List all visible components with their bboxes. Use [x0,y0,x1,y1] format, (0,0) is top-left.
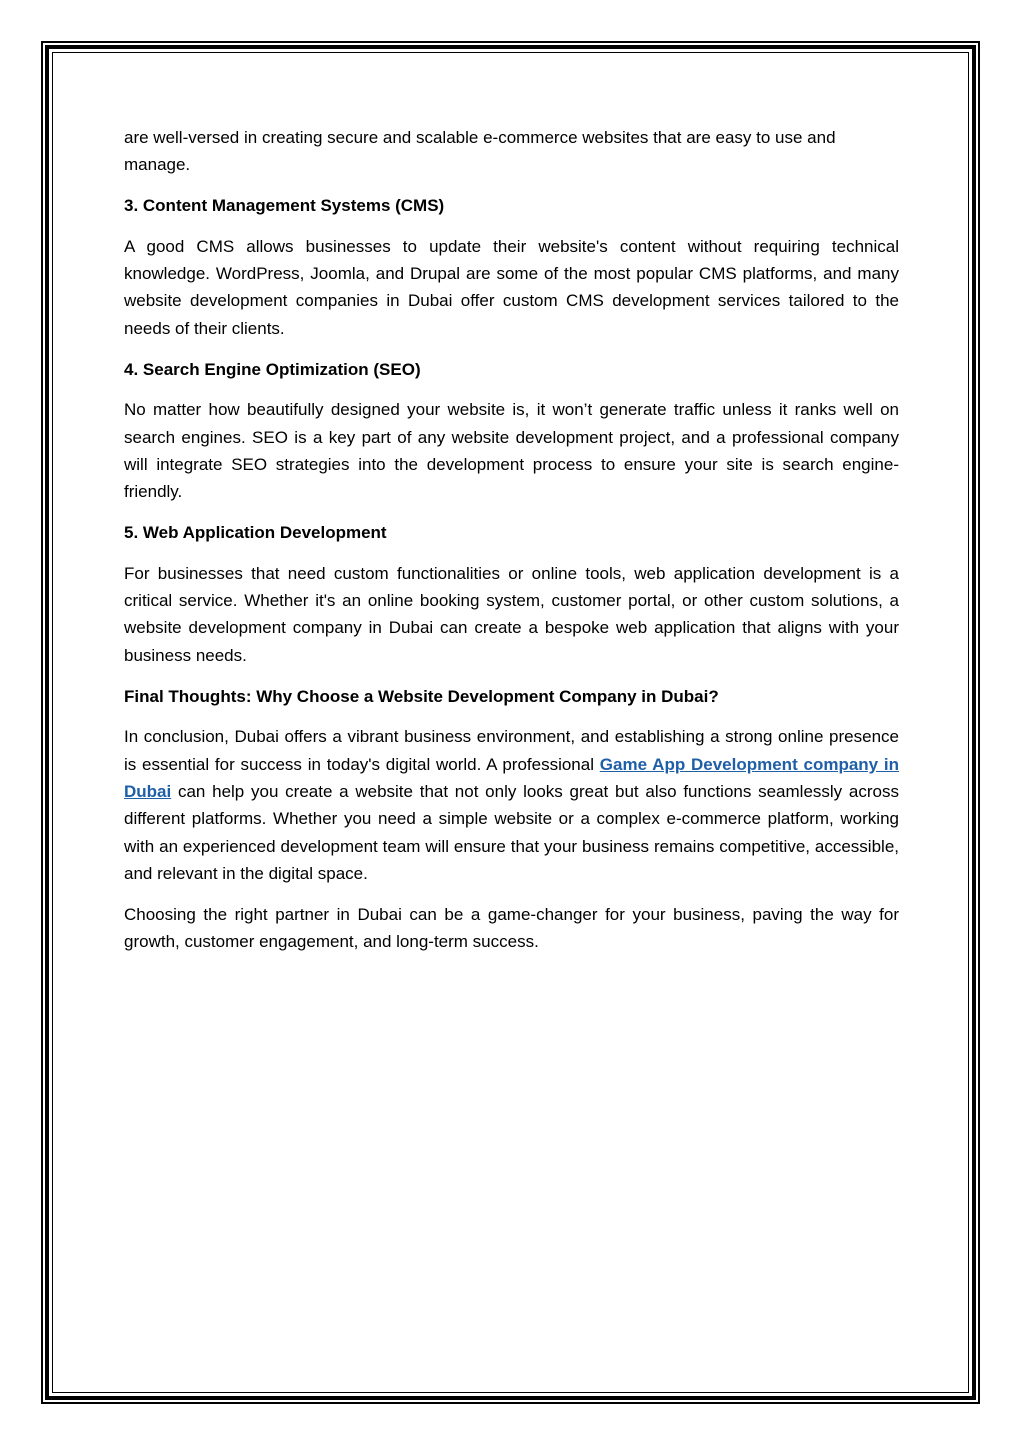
paragraph-conclusion [124,723,899,887]
paragraph-cms: A good CMS allows businesses to update their website's content without requiring technical knowledge. WordPress, Joomla, and Drupal are some of the most popular CMS platforms, and many website development companies in Dubai offer custom CMS development services tailored to the needs of their clients. [124,236,899,338]
conclusion-text-after-link: can help you create a website that not only looks great but also functions seamlessly across different platforms. Whether you need a simple website or a complex e-commerce platform, working with an experienced development team will ensure that your business remains competitive, accessible, and relevant in the digital space. [124,781,899,883]
heading-cms: 3. Content Management Systems (CMS) [124,196,445,216]
paragraph-closing: Choosing the right partner in Dubai can be a game-changer for your business, paving the way for growth, customer engagement, and long-term success. [124,904,899,951]
paragraph-seo: No matter how beautifully designed your website is, it won’t generate traffic unless it ranks well on search engines. SEO is a key part of any website development project, and a professional company will integrate SEO strategies into the development process to ensure your site is search engine-friendly. [124,400,899,502]
game-app-development-link[interactable]: Game App Development company in Dubai [124,754,900,801]
heading-seo: 4. Search Engine Optimization (SEO) [124,359,421,379]
paragraph-ecommerce-continued: are well-versed in creating secure and scalable e-commerce websites that are easy to use and manage. [124,128,836,175]
heading-web-application: 5. Web Application Development [124,523,387,543]
conclusion-text-before-link: In conclusion, Dubai offers a vibrant business environment, and establishing a strong online presence is essential for success in today's digital world. A professional [124,727,899,774]
heading-final-thoughts: Final Thoughts: Why Choose a Website Development Company in Dubai? [124,686,719,706]
paragraph-web-application: For businesses that need custom functionalities or online tools, web application development is a critical service. Whether it's an online booking system, customer portal, or other custom solutions, a website development company in Dubai can create a bespoke web application that aligns with your business needs. [124,563,899,665]
document-body [124,124,899,969]
